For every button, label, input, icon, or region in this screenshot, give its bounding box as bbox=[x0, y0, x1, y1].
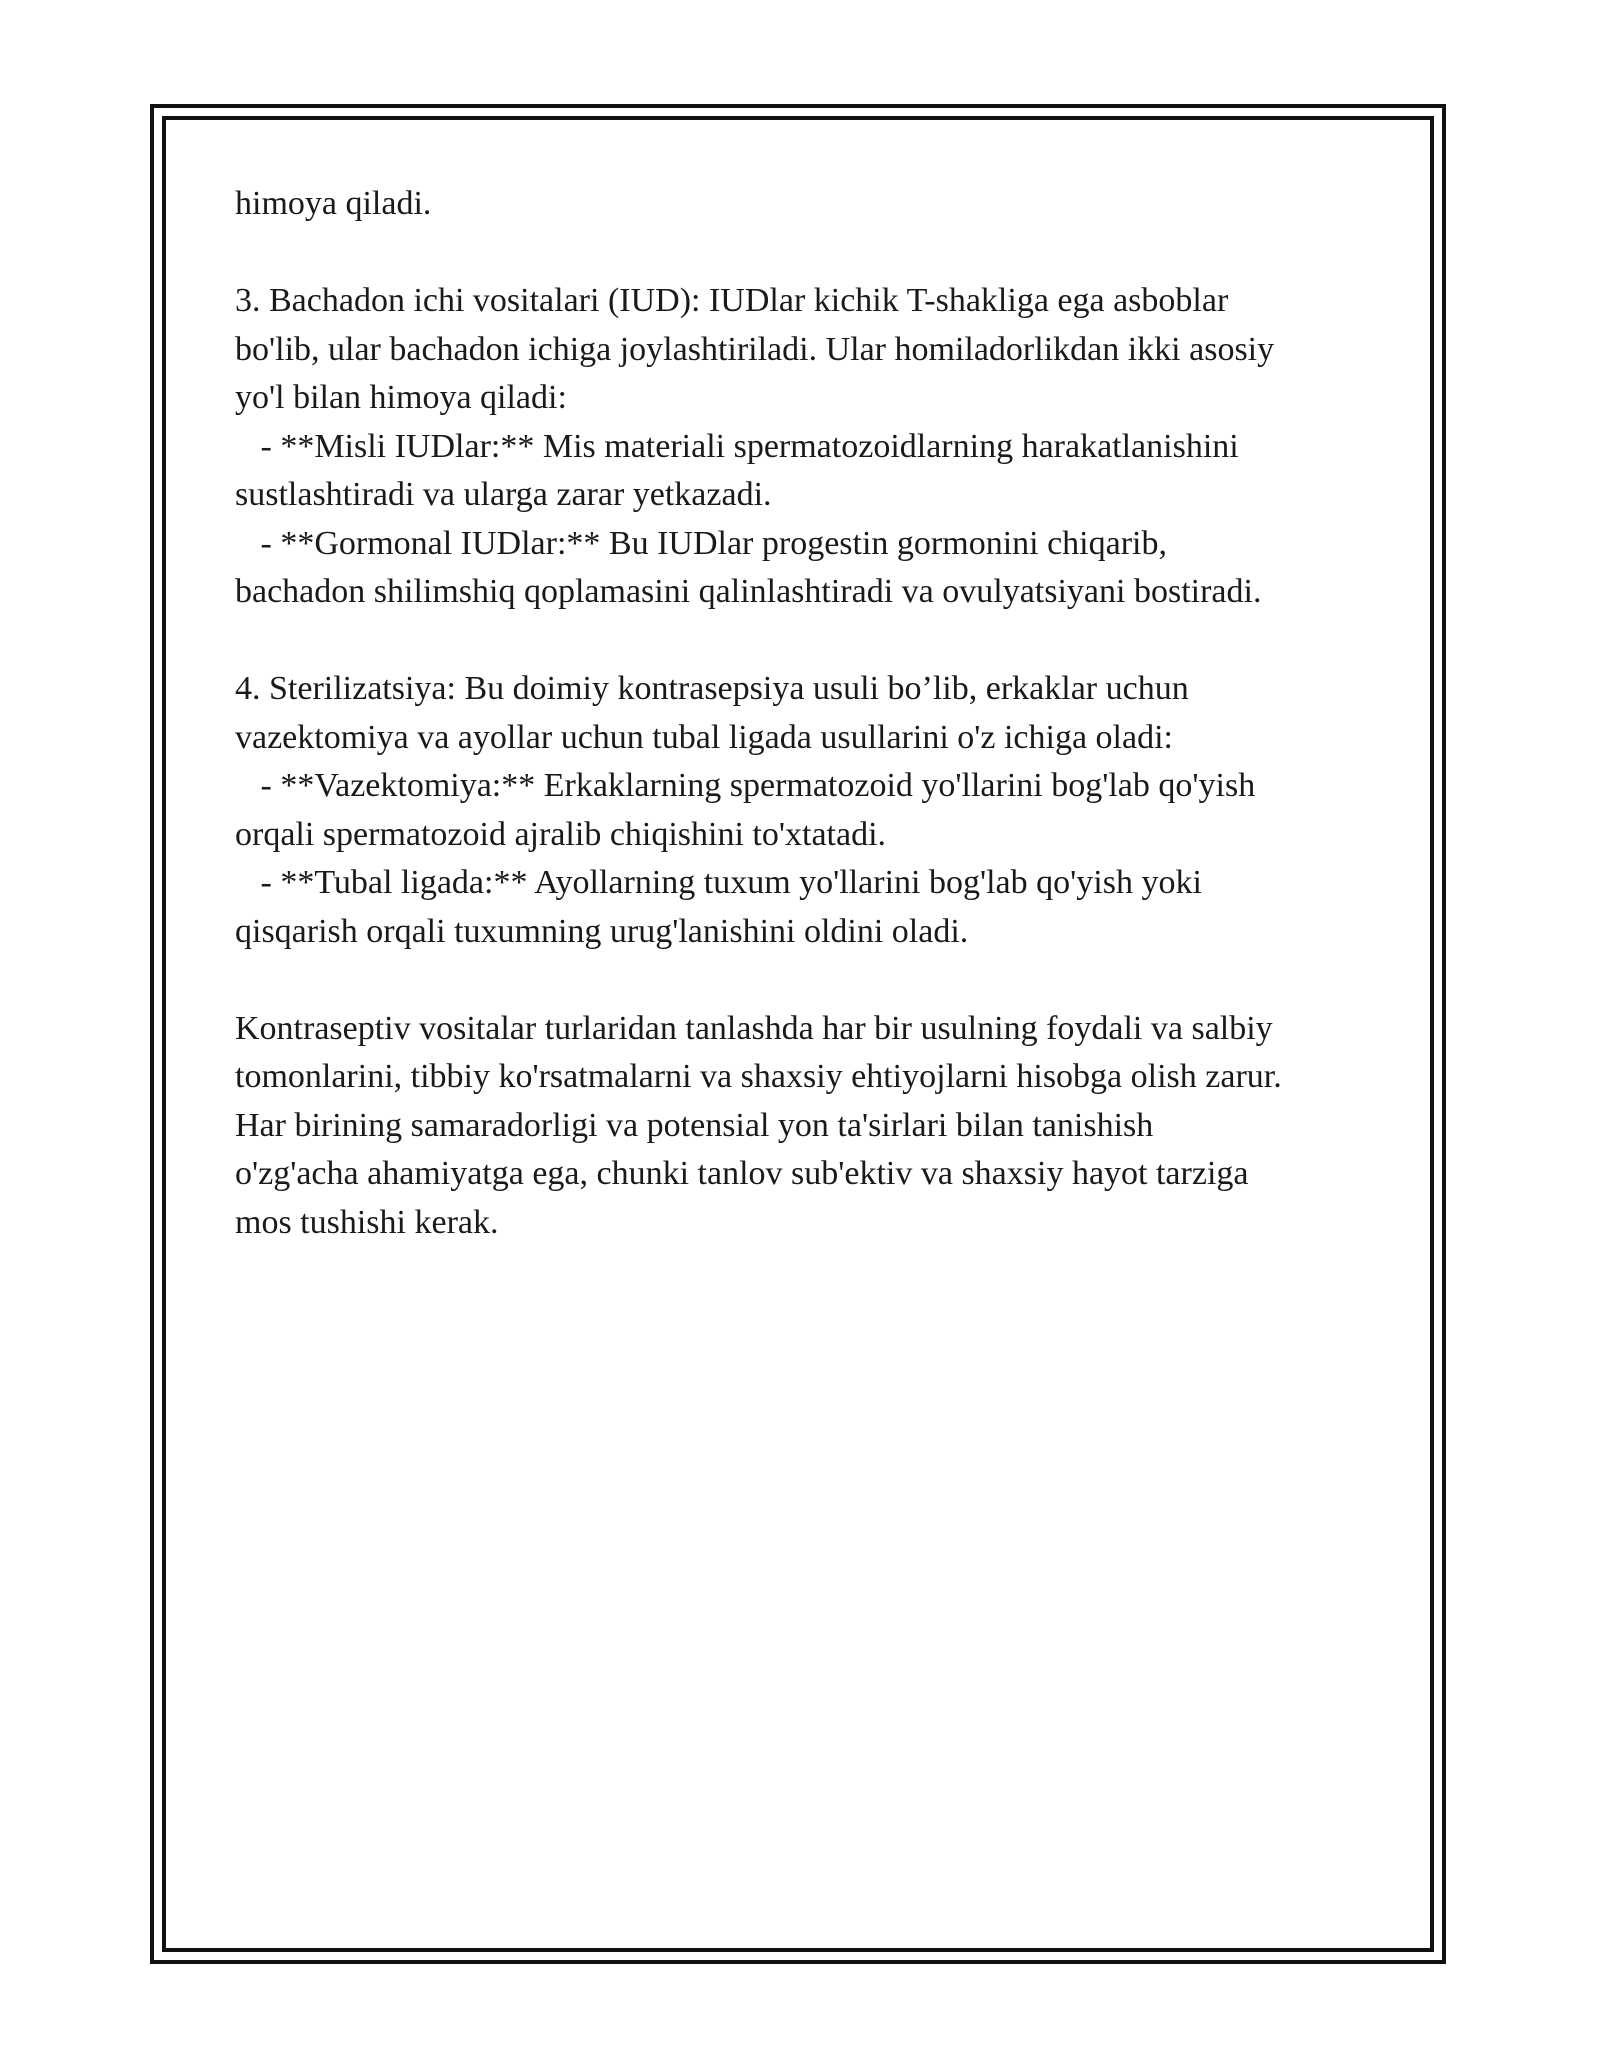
text-line: - **Gormonal IUDlar:** Bu IUDlar progestin gormonini chiqarib, bbox=[235, 524, 1167, 562]
text-line: orqali spermatozoid ajralib chiqishini to'xtatadi. bbox=[235, 815, 887, 853]
text-line: tomonlarini, tibbiy ko'rsatmalarni va shaxsiy ehtiyojlarni hisobga olish zarur. bbox=[235, 1058, 1282, 1095]
paragraph bbox=[235, 180, 1395, 229]
paragraph bbox=[235, 277, 1395, 617]
text-line: qisqarish orqali tuxumning urug'lanishini oldini oladi. bbox=[235, 912, 969, 950]
text-line: mos tushishi kerak. bbox=[235, 1203, 499, 1241]
paragraph bbox=[235, 665, 1395, 956]
text-line: - **Tubal ligada:** Ayollarning tuxum yo'llarini bog'lab qo'yish yoki bbox=[235, 864, 1202, 901]
text-line: yo'l bilan himoya qiladi: bbox=[235, 379, 567, 416]
paragraph bbox=[235, 1005, 1395, 1248]
text-line: vazektomiya va ayollar uchun tubal ligada usullarini o'z ichiga oladi: bbox=[235, 718, 1173, 756]
paragraph-spacer bbox=[235, 617, 1395, 666]
paragraph-spacer bbox=[235, 956, 1395, 1005]
text-line: Har birining samaradorligi va potensial yon ta'sirlari bilan tanishish bbox=[235, 1106, 1154, 1144]
text-line: bachadon shilimshiq qoplamasini qalinlashtiradi va ovulyatsiyani bostiradi. bbox=[235, 573, 1262, 610]
paragraph-spacer bbox=[235, 229, 1395, 278]
text-line: - **Vazektomiya:** Erkaklarning spermatozoid yo'llarini bog'lab qo'yish bbox=[235, 767, 1256, 804]
document-body bbox=[235, 180, 1395, 1247]
text-line: - **Misli IUDlar:** Mis materiali spermatozoidlarning harakatlanishini bbox=[235, 427, 1239, 465]
text-line: o'zg'acha ahamiyatga ega, chunki tanlov sub'ektiv va shaxsiy hayot tarziga bbox=[235, 1155, 1249, 1192]
text-line: 4. Sterilizatsiya: Bu doimiy kontrasepsiya usuli bo’lib, erkaklar uchun bbox=[235, 670, 1189, 707]
text-line: himoya qiladi. bbox=[235, 185, 432, 222]
text-line: sustlashtiradi va ularga zarar yetkazadi. bbox=[235, 476, 772, 513]
text-line: bo'lib, ular bachadon ichiga joylashtiriladi. Ular homiladorlikdan ikki asosiy bbox=[235, 330, 1275, 368]
text-line: Kontraseptiv vositalar turlaridan tanlashda har bir usulning foydali va salbiy bbox=[235, 1009, 1273, 1047]
text-line: 3. Bachadon ichi vositalari (IUD): IUDlar kichik T-shakliga ega asboblar bbox=[235, 282, 1229, 319]
